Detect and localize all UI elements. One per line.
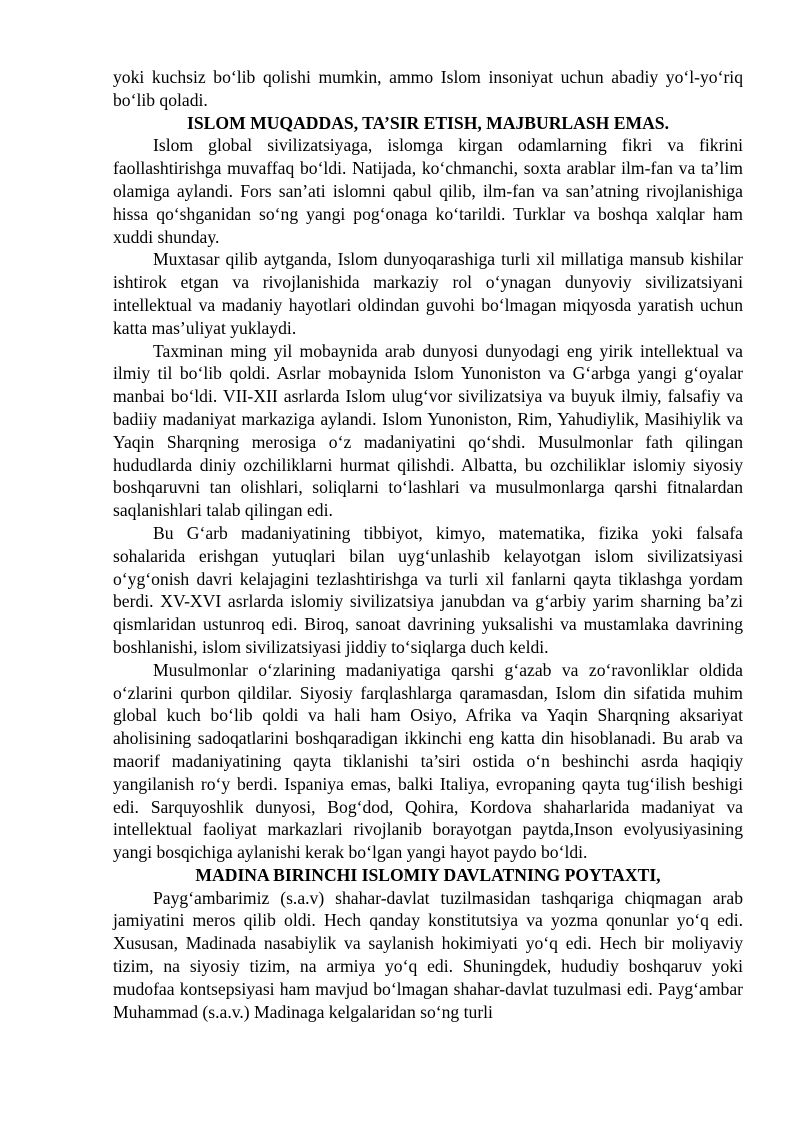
paragraph-continuation: yoki kuchsiz bo‘lib qolishi mumkin, ammo Islom insoniyat uchun abadiy yo‘l-yo‘riq bo‘lib qoladi. — [113, 67, 743, 110]
section-heading-islam: ISLOM MUQADDAS, TA’SIR ETISH, MAJBURLASH EMAS. — [187, 112, 669, 133]
paragraph-summary: Muxtasar qilib aytganda, Islom dunyoqarashiga turli xil millatiga mansub kishilar ishtirok etgan va rivojlanishida markaziy rol o‘ynagan dunyoviy sivilizatsiyani intellektual va madaniy hayotlari oldindan guvohi bo‘lmagan miqyosda yaratish uchun katta mas’uliyat yuklaydi. — [113, 249, 743, 338]
paragraph-prophet: Payg‘ambarimiz (s.a.v) shahar-davlat tuzilmasidan tashqariga chiqmagan arab jamiyatini meros qilib oldi. Hech qanday konstitutsiya va yozma qonunlar yo‘q edi. Xususan, Madinada nasabiylik va saylanish hokimiyati yo‘q edi. Hech bir moliyaviy tizim, na siyosiy tizim, na armiya yo‘q edi. Shuningdek, hududiy boshqaruv yoki mudofaa kontsepsiyasi ham mavjud bo‘lmagan shahar-davlat tuzulmasi edi. Payg‘ambar Muhammad (s.a.v.) Madinaga kelgalaridan so‘ng turli — [113, 887, 743, 1022]
paragraph-muslims: Musulmonlar o‘zlarining madaniyatiga qarshi g‘azab va zo‘ravonliklar oldida o‘zlarini qurbon qildilar. Siyosiy farqlashlarga qaramasdan, Islom din sifatida muhim global kuch bo‘lib qoldi va hali ham Osiyo, Afrika va Yaqin Sharqning aksariyat aholisining sadoqatlarini boshqaradigan ikkinchi eng katta din hisoblanadi. Bu arab va maorif madaniyatining qayta tiklanishi ta’siri ostida o‘n beshinchi asrda haqiqiy yangilanish ro‘y berdi. Ispaniya emas, balki Italiya, evropaning qayta tug‘ilish beshigi edi. Sarquyoshlik dunyosi, Bog‘dod, Qohira, Kordova shaharlarida madaniyat va intellektual faoliyat markazlari rivojlanib borayotgan paytda,Inson evolyusiyasining yangi bosqichiga aylanishi kerak bo‘lgan yangi hayot paydo bo‘ldi. — [113, 659, 743, 863]
paragraph-arab-world: Taxminan ming yil mobaynida arab dunyosi dunyodagi eng yirik intellektual va ilmiy til bo‘lib qoldi. Asrlar mobaynida Islom Yunoniston va G‘arbga yangi g‘oyalar manbai bo‘ldi. VII-XII asrlarda Islom ulug‘vor sivilizatsiya va buyuk ilmiy, falsafiy va badiiy madaniyat markaziga aylandi. Islom Yunoniston, Rim, Yahudiylik, Masihiylik va Yaqin Sharqning merosiga o‘z madaniyatini qo‘shdi. Musulmonlar fath qilingan hududlarda diniy ozchiliklarni hurmat qilishdi. Albatta, bu ozchiliklar islomiy siyosiy boshqaruvni tan olishlari, soliqlarni to‘lashlari va musulmonlarga qarshi fitnalardan saqlanishlari talab qilingan edi. — [113, 340, 743, 521]
section-heading-madina: MADINA BIRINCHI ISLOMIY DAVLATNING POYTAXTI, — [195, 864, 661, 885]
paragraph-western-culture: Bu G‘arb madaniyatining tibbiyot, kimyo, matematika, fizika yoki falsafa sohalarida erishgan yutuqlari bilan uyg‘unlashib kelayotgan islom sivilizatsiyasi o‘yg‘onish davri kelajagini tezlashtirishga va turli xil fanlarni qayta tiklashga yordam berdi. XV-XVI asrlarda islomiy sivilizatsiya janubdan va g‘arbiy yarim sharning ba’zi qismlaridan ustunroq edi. Biroq, sanoat davrining yuksalishi va mustamlaka davrining boshlanishi, islom sivilizatsiyasi jiddiy to‘siqlarga duch keldi. — [113, 522, 743, 657]
paragraph-global-civilization: Islom global sivilizatsiyaga, islomga kirgan odamlarning fikri va fikrini faollashtirishga muvaffaq bo‘ldi. Natijada, ko‘chmanchi, soxta arablar ilm-fan va ta’lim olamiga aylandi. Fors san’ati islomni qabul qilib, ilm-fan va san’atning rivojlanishiga hissa qo‘shganidan so‘ng yangi pog‘onaga ko‘tarildi. Turklar va boshqa xalqlar ham xuddi shunday. — [113, 135, 743, 247]
